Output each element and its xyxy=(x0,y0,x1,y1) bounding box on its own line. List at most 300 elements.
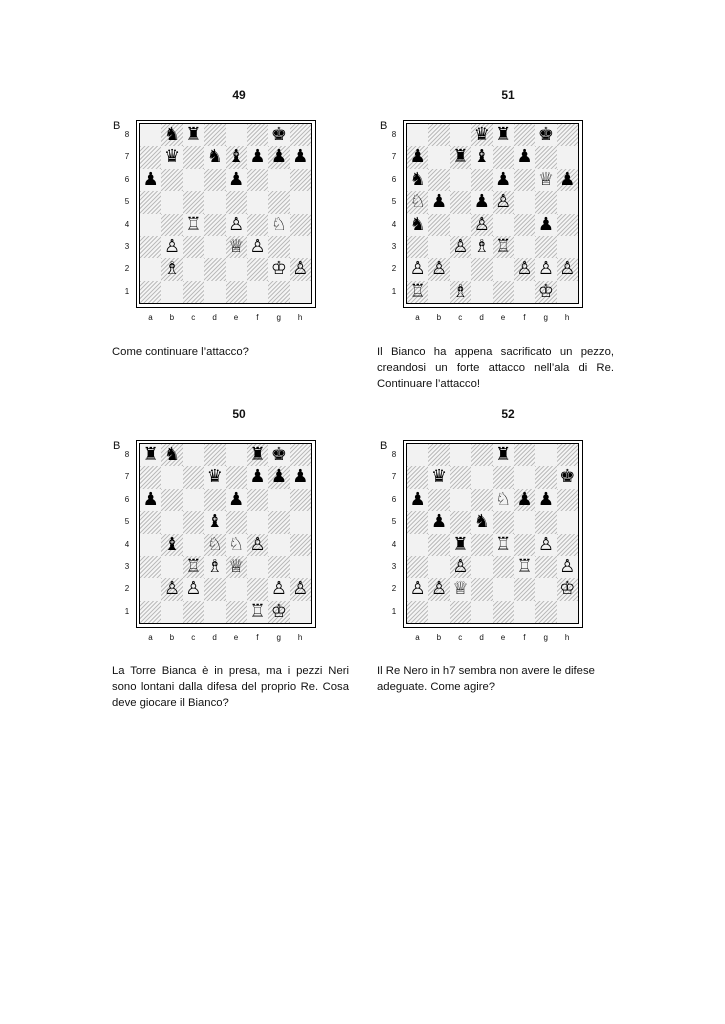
board-square-e4 xyxy=(493,534,514,556)
board-square-a8 xyxy=(407,444,428,466)
board-square-g2 xyxy=(535,578,556,600)
board-square-d6 xyxy=(471,489,492,511)
board-square-c3 xyxy=(450,236,471,258)
board-square-a2 xyxy=(407,258,428,280)
board-square-e7 xyxy=(226,146,247,168)
board-square-f1 xyxy=(247,601,268,623)
white-pawn-icon: ♙ xyxy=(452,235,469,257)
black-king-icon: ♚ xyxy=(537,124,554,145)
file-label: h xyxy=(564,633,570,642)
board-square-e6 xyxy=(493,169,514,191)
board-square-a5 xyxy=(407,511,428,533)
board-frame xyxy=(403,440,583,628)
board-square-f4 xyxy=(514,214,535,236)
board-square-e6 xyxy=(493,489,514,511)
board-square-b8 xyxy=(161,124,182,146)
black-pawn-icon: ♟ xyxy=(292,466,309,488)
board-square-a2 xyxy=(140,258,161,280)
black-knight-icon: ♞ xyxy=(163,124,181,145)
board-square-a6 xyxy=(140,489,161,511)
board-square-f2 xyxy=(514,258,535,280)
board-square-g8 xyxy=(268,444,289,466)
board-square-b7 xyxy=(428,466,449,488)
rank-label: 7 xyxy=(124,472,130,482)
rank-label: 8 xyxy=(391,130,397,139)
board-square-e1 xyxy=(226,601,247,623)
white-pawn-icon: ♙ xyxy=(163,235,181,257)
file-label: d xyxy=(212,633,217,642)
board-square-b1 xyxy=(161,601,182,623)
board-square-g5 xyxy=(535,191,556,213)
board-square-d6 xyxy=(204,489,225,511)
black-pawn-icon: ♟ xyxy=(516,146,533,168)
board-square-h6 xyxy=(557,489,578,511)
board-square-g1 xyxy=(268,601,289,623)
board-square-b7 xyxy=(161,466,182,488)
board-square-h2 xyxy=(290,258,311,280)
black-pawn-icon: ♟ xyxy=(537,488,554,510)
board-square-d1 xyxy=(471,601,492,623)
board-square-f3 xyxy=(514,556,535,578)
board-square-e5 xyxy=(226,191,247,213)
board-square-b6 xyxy=(161,489,182,511)
rank-label: 8 xyxy=(391,450,397,459)
board-square-a8 xyxy=(140,444,161,466)
board-square-f5 xyxy=(514,511,535,533)
chessboard xyxy=(118,120,318,330)
board-square-d8 xyxy=(471,444,492,466)
board-square-h5 xyxy=(557,511,578,533)
board-square-a4 xyxy=(407,534,428,556)
board-square-f6 xyxy=(514,169,535,191)
board-square-a6 xyxy=(407,489,428,511)
board-square-h3 xyxy=(557,236,578,258)
black-queen-icon: ♛ xyxy=(473,124,490,145)
board-square-b8 xyxy=(428,444,449,466)
black-pawn-icon: ♟ xyxy=(249,466,266,488)
board-square-d4 xyxy=(204,534,225,556)
board-square-e3 xyxy=(226,556,247,578)
board-square-e4 xyxy=(493,214,514,236)
board-square-h3 xyxy=(557,556,578,578)
file-label: e xyxy=(233,313,239,322)
board-square-d5 xyxy=(204,511,225,533)
white-pawn-icon: ♙ xyxy=(249,235,266,257)
board-square-b6 xyxy=(428,489,449,511)
black-knight-icon: ♞ xyxy=(473,511,490,533)
board-square-f6 xyxy=(247,489,268,511)
board-square-e8 xyxy=(493,124,514,146)
board-square-f8 xyxy=(247,124,268,146)
board-square-e8 xyxy=(226,124,247,146)
white-bishop-icon: ♗ xyxy=(163,258,181,280)
board-square-h8 xyxy=(290,444,311,466)
black-rook-icon: ♜ xyxy=(249,444,266,465)
board-square-b2 xyxy=(161,578,182,600)
board-frame xyxy=(136,120,316,308)
board-square-b6 xyxy=(161,169,182,191)
black-pawn-icon: ♟ xyxy=(270,466,287,488)
black-queen-icon: ♛ xyxy=(206,466,223,488)
board-square-f3 xyxy=(247,556,268,578)
board-square-b2 xyxy=(428,578,449,600)
white-pawn-icon: ♙ xyxy=(516,258,533,280)
board-square-h5 xyxy=(290,511,311,533)
white-rook-icon: ♖ xyxy=(185,555,202,577)
rank-label: 7 xyxy=(391,152,397,162)
puzzle-caption: Come continuare l’attacco? xyxy=(112,346,249,358)
board-square-c4 xyxy=(450,534,471,556)
file-label: g xyxy=(543,633,548,642)
white-pawn-icon: ♙ xyxy=(409,578,426,600)
white-pawn-icon: ♙ xyxy=(473,213,490,235)
board-square-d5 xyxy=(204,191,225,213)
board-square-c7 xyxy=(450,146,471,168)
board-square-g8 xyxy=(535,444,556,466)
board-square-g6 xyxy=(268,169,289,191)
board-square-f4 xyxy=(247,534,268,556)
black-rook-icon: ♜ xyxy=(495,444,512,465)
black-knight-icon: ♞ xyxy=(163,444,181,465)
board-square-d1 xyxy=(204,281,225,303)
board-square-h7 xyxy=(290,466,311,488)
black-pawn-icon: ♟ xyxy=(270,146,287,168)
rank-label: 6 xyxy=(391,494,397,504)
black-pawn-icon: ♟ xyxy=(409,488,426,510)
white-pawn-icon: ♙ xyxy=(559,555,576,577)
rank-label: 2 xyxy=(124,264,130,274)
rank-label: 2 xyxy=(124,584,130,594)
puzzle-caption: Il Bianco ha appena sacrificato un pezzo, creandosi un forte attacco nell’ala di Re. Continuare l’attacco! xyxy=(377,346,614,390)
board-square-g3 xyxy=(535,236,556,258)
board-square-b2 xyxy=(428,258,449,280)
board-square-b1 xyxy=(161,281,182,303)
black-pawn-icon: ♟ xyxy=(249,146,266,168)
rank-label: 8 xyxy=(124,450,130,459)
board-grid xyxy=(139,123,312,304)
black-pawn-icon: ♟ xyxy=(537,213,554,235)
board-square-e2 xyxy=(493,258,514,280)
file-label: g xyxy=(543,313,548,322)
board-square-f5 xyxy=(247,511,268,533)
file-label: g xyxy=(276,633,281,642)
board-square-d5 xyxy=(471,511,492,533)
board-square-d8 xyxy=(471,124,492,146)
board-square-g3 xyxy=(535,556,556,578)
board-square-g5 xyxy=(535,511,556,533)
black-rook-icon: ♜ xyxy=(495,124,512,145)
file-label: a xyxy=(415,313,420,322)
board-square-f7 xyxy=(247,466,268,488)
file-label: h xyxy=(297,313,303,322)
board-square-h1 xyxy=(290,281,311,303)
rank-label: 8 xyxy=(124,130,130,139)
board-square-b3 xyxy=(161,556,182,578)
board-square-a6 xyxy=(140,169,161,191)
black-knight-icon: ♞ xyxy=(409,213,426,235)
board-square-b1 xyxy=(428,601,449,623)
white-pawn-icon: ♙ xyxy=(452,555,469,577)
white-pawn-icon: ♙ xyxy=(495,191,512,213)
rank-label: 4 xyxy=(391,539,397,549)
board-square-b4 xyxy=(161,534,182,556)
white-queen-icon: ♕ xyxy=(228,235,245,257)
white-pawn-icon: ♙ xyxy=(559,258,576,280)
file-label: b xyxy=(169,313,175,322)
file-label: a xyxy=(415,633,420,642)
white-knight-icon: ♘ xyxy=(206,533,223,555)
board-square-b3 xyxy=(161,236,182,258)
board-square-h5 xyxy=(290,191,311,213)
board-square-f3 xyxy=(514,236,535,258)
board-square-c6 xyxy=(450,169,471,191)
board-square-a3 xyxy=(140,236,161,258)
board-square-b5 xyxy=(428,191,449,213)
chessboard xyxy=(385,440,585,650)
white-king-icon: ♔ xyxy=(559,578,576,600)
black-rook-icon: ♜ xyxy=(142,444,159,465)
white-rook-icon: ♖ xyxy=(495,533,512,555)
board-square-h8 xyxy=(557,444,578,466)
board-square-d1 xyxy=(204,601,225,623)
board-square-c5 xyxy=(183,511,204,533)
board-square-c4 xyxy=(450,214,471,236)
board-square-g4 xyxy=(268,214,289,236)
white-bishop-icon: ♗ xyxy=(206,555,223,577)
board-square-h7 xyxy=(290,146,311,168)
board-square-h6 xyxy=(290,169,311,191)
rank-label: 5 xyxy=(124,197,130,207)
board-square-c6 xyxy=(450,489,471,511)
rank-label: 6 xyxy=(391,174,397,184)
board-square-e4 xyxy=(226,214,247,236)
board-square-e7 xyxy=(493,146,514,168)
board-square-d8 xyxy=(204,124,225,146)
black-knight-icon: ♞ xyxy=(409,168,426,190)
white-pawn-icon: ♙ xyxy=(249,533,266,555)
board-square-d7 xyxy=(471,146,492,168)
board-square-a1 xyxy=(407,281,428,303)
board-square-e5 xyxy=(493,191,514,213)
file-label: f xyxy=(523,313,526,322)
board-square-f5 xyxy=(514,191,535,213)
board-square-a1 xyxy=(407,601,428,623)
board-square-h6 xyxy=(557,169,578,191)
board-square-d3 xyxy=(471,556,492,578)
board-square-e5 xyxy=(226,511,247,533)
board-square-c1 xyxy=(183,281,204,303)
board-square-h1 xyxy=(557,281,578,303)
board-square-e8 xyxy=(226,444,247,466)
board-square-e2 xyxy=(493,578,514,600)
black-king-icon: ♚ xyxy=(270,124,287,145)
board-square-g7 xyxy=(535,466,556,488)
diagram-number: 49 xyxy=(232,88,246,102)
board-square-a7 xyxy=(407,466,428,488)
board-square-d1 xyxy=(471,281,492,303)
board-square-d8 xyxy=(204,444,225,466)
board-square-g4 xyxy=(268,534,289,556)
board-square-d2 xyxy=(204,258,225,280)
board-square-f8 xyxy=(514,444,535,466)
white-rook-icon: ♖ xyxy=(249,600,266,622)
rank-label: 1 xyxy=(391,606,397,616)
white-queen-icon: ♕ xyxy=(452,578,469,600)
board-square-h7 xyxy=(557,146,578,168)
board-square-a7 xyxy=(140,146,161,168)
board-square-h3 xyxy=(290,236,311,258)
white-pawn-icon: ♙ xyxy=(270,578,287,600)
puzzle-caption: La Torre Bianca è in presa, ma i pezzi Neri sono lontani dalla difesa del proprio Re. Cosa deve giocare il Bianco? xyxy=(112,665,349,709)
board-square-g7 xyxy=(268,466,289,488)
rank-label: 1 xyxy=(391,286,397,296)
board-square-c4 xyxy=(183,214,204,236)
white-king-icon: ♔ xyxy=(537,280,554,302)
board-square-h3 xyxy=(290,556,311,578)
board-square-a8 xyxy=(140,124,161,146)
board-square-c2 xyxy=(450,578,471,600)
rank-label: 6 xyxy=(124,494,130,504)
board-square-h5 xyxy=(557,191,578,213)
board-square-e3 xyxy=(493,236,514,258)
white-pawn-icon: ♙ xyxy=(430,258,448,280)
black-pawn-icon: ♟ xyxy=(495,168,512,190)
board-square-d3 xyxy=(204,236,225,258)
board-square-a2 xyxy=(140,578,161,600)
board-square-f2 xyxy=(514,578,535,600)
black-rook-icon: ♜ xyxy=(185,124,202,145)
file-label: d xyxy=(479,633,484,642)
board-square-c2 xyxy=(183,578,204,600)
board-square-c6 xyxy=(183,489,204,511)
side-to-move-label: B xyxy=(380,120,388,132)
rank-label: 2 xyxy=(391,584,397,594)
file-label: e xyxy=(233,633,239,642)
rank-label: 1 xyxy=(124,606,130,616)
black-pawn-icon: ♟ xyxy=(228,488,245,510)
rank-label: 2 xyxy=(391,264,397,274)
board-square-d2 xyxy=(204,578,225,600)
file-label: f xyxy=(256,313,259,322)
black-pawn-icon: ♟ xyxy=(473,191,490,213)
board-square-b6 xyxy=(428,169,449,191)
side-to-move-label: B xyxy=(113,440,121,452)
board-square-f1 xyxy=(514,601,535,623)
black-bishop-icon: ♝ xyxy=(163,533,181,555)
black-rook-icon: ♜ xyxy=(452,146,469,168)
board-square-b8 xyxy=(161,444,182,466)
board-grid xyxy=(406,443,579,624)
board-square-g1 xyxy=(268,281,289,303)
board-square-h4 xyxy=(557,534,578,556)
file-label: a xyxy=(148,313,153,322)
board-square-h4 xyxy=(290,534,311,556)
board-square-c3 xyxy=(183,556,204,578)
board-square-h4 xyxy=(290,214,311,236)
black-pawn-icon: ♟ xyxy=(516,488,533,510)
board-square-d7 xyxy=(204,146,225,168)
white-queen-icon: ♕ xyxy=(228,555,245,577)
rank-label: 6 xyxy=(124,174,130,184)
board-square-g4 xyxy=(535,534,556,556)
board-square-g2 xyxy=(268,578,289,600)
board-square-b4 xyxy=(428,214,449,236)
board-square-b5 xyxy=(161,191,182,213)
board-square-b2 xyxy=(161,258,182,280)
board-square-f7 xyxy=(514,146,535,168)
board-square-b4 xyxy=(161,214,182,236)
white-rook-icon: ♖ xyxy=(409,280,426,302)
board-square-c7 xyxy=(450,466,471,488)
side-to-move-label: B xyxy=(113,120,121,132)
chessboard xyxy=(118,440,318,650)
board-square-h8 xyxy=(290,124,311,146)
board-grid xyxy=(139,443,312,624)
white-pawn-icon: ♙ xyxy=(537,533,554,555)
black-king-icon: ♚ xyxy=(270,444,287,465)
chessboard xyxy=(385,120,585,330)
board-square-g6 xyxy=(535,489,556,511)
white-knight-icon: ♘ xyxy=(409,191,426,213)
board-square-c5 xyxy=(450,191,471,213)
board-square-e1 xyxy=(493,601,514,623)
board-square-g8 xyxy=(535,124,556,146)
file-label: b xyxy=(436,633,442,642)
board-square-c1 xyxy=(183,601,204,623)
board-frame xyxy=(136,440,316,628)
board-square-b3 xyxy=(428,556,449,578)
black-pawn-icon: ♟ xyxy=(142,168,159,190)
board-square-e6 xyxy=(226,169,247,191)
black-pawn-icon: ♟ xyxy=(228,168,245,190)
board-square-c2 xyxy=(450,258,471,280)
board-square-b1 xyxy=(428,281,449,303)
board-square-a4 xyxy=(140,214,161,236)
rank-label: 4 xyxy=(391,219,397,229)
board-square-a2 xyxy=(407,578,428,600)
board-square-a6 xyxy=(407,169,428,191)
board-square-h1 xyxy=(557,601,578,623)
diagram-number: 52 xyxy=(501,407,515,421)
diagram-number: 51 xyxy=(501,88,515,102)
board-square-g1 xyxy=(535,281,556,303)
board-square-a1 xyxy=(140,601,161,623)
board-square-b4 xyxy=(428,534,449,556)
board-square-b7 xyxy=(161,146,182,168)
board-square-b3 xyxy=(428,236,449,258)
board-square-h7 xyxy=(557,466,578,488)
board-square-g2 xyxy=(535,258,556,280)
file-label: g xyxy=(276,313,281,322)
board-square-f4 xyxy=(514,534,535,556)
board-square-d3 xyxy=(204,556,225,578)
board-square-d2 xyxy=(471,578,492,600)
black-rook-icon: ♜ xyxy=(452,533,469,555)
white-bishop-icon: ♗ xyxy=(473,235,490,257)
board-square-h1 xyxy=(290,601,311,623)
white-knight-icon: ♘ xyxy=(228,533,245,555)
board-square-c8 xyxy=(450,124,471,146)
board-square-e2 xyxy=(226,258,247,280)
black-pawn-icon: ♟ xyxy=(430,511,448,533)
board-square-f1 xyxy=(247,281,268,303)
white-queen-icon: ♕ xyxy=(537,168,554,190)
black-queen-icon: ♛ xyxy=(430,466,448,488)
white-pawn-icon: ♙ xyxy=(292,258,309,280)
board-square-f7 xyxy=(514,466,535,488)
board-square-d2 xyxy=(471,258,492,280)
board-square-a3 xyxy=(140,556,161,578)
